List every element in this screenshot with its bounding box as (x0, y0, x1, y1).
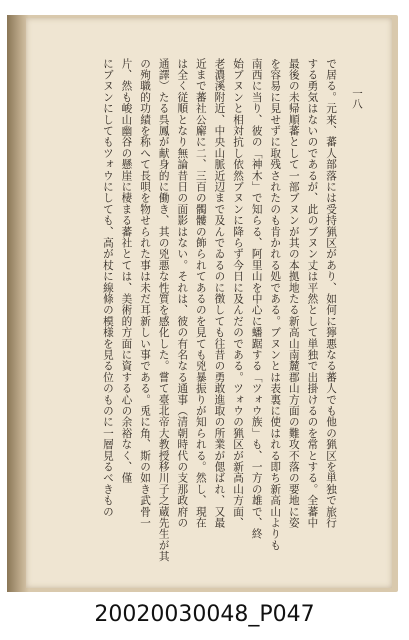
text-line: 近まで蕃社公廨に二、三百の髑髏の飾られてあるのを見ても兇暴振りが知られる。然し、現在 (194, 58, 207, 529)
text-line: 通譯）たる呉鳳が献身的に働き、其の兇悪な性質を感化した。嘗て臺北帝大教授移川子之蔵先生が其 (157, 58, 170, 562)
text-line: 始ブヌンと相対抗し依然ブヌンに降らず今日に及んだのである。ツォウの猟区が新高山方面、 (232, 58, 245, 529)
text-line: 老濃溪附近、中央山脈近辺まで及んでゐるのに徴しても往昔の勇敢進取の所業が偲ばれ、又最 (213, 58, 226, 529)
page-number: 一八 (351, 88, 363, 109)
page-sheet (26, 18, 392, 588)
text-line: を容易に見せずに取残されたのも肯かれる処である。ブヌンとは表裏に使はれる即ち新高山よりも (269, 58, 282, 551)
text-line: で居る。元来、蕃人部落には受持猟区があり、如何に獰悪なる蕃人でも他の猟区を単独で旅行 (325, 58, 337, 529)
text-line: 南西に当り、彼の「神木」で知らる、阿里山を中心に蟠踞する「ツォウ族」も、一方の雄で、終 (250, 58, 263, 540)
text-line: する勇気はないのであるが、此のブヌン丈は平然として単独で出掛けるのを常とする。全蕃中 (306, 58, 319, 529)
text-line: は全く従順となり無論昔日の面影はない。それは、彼の有名なる通事（清朝時代の支那政府の (176, 58, 189, 529)
text-line: の殉職的功績を称へて長唄を物せられた事は未だ耳新しい事である。兎に角、斯の如き武骨一 (139, 58, 152, 529)
text-line: 最後の未帰順蕃として一部ブヌンが其の本拠地たる新高山南麓郡山方面の難攻不落の要地に姿 (287, 58, 300, 529)
text-line: 片、然も峻山幽谷の懸崖に棲まる蕃社とては、美術的方面に資する心の余裕なく、僅 (120, 58, 133, 484)
image-id-caption: 20020030048_P047 (94, 602, 315, 627)
text-line: にブヌンにしてもツォウにしても、高が杖に線條の模様を見る位のものに一層見るべきもの (101, 58, 114, 518)
vertical-text-body (34, 58, 340, 568)
